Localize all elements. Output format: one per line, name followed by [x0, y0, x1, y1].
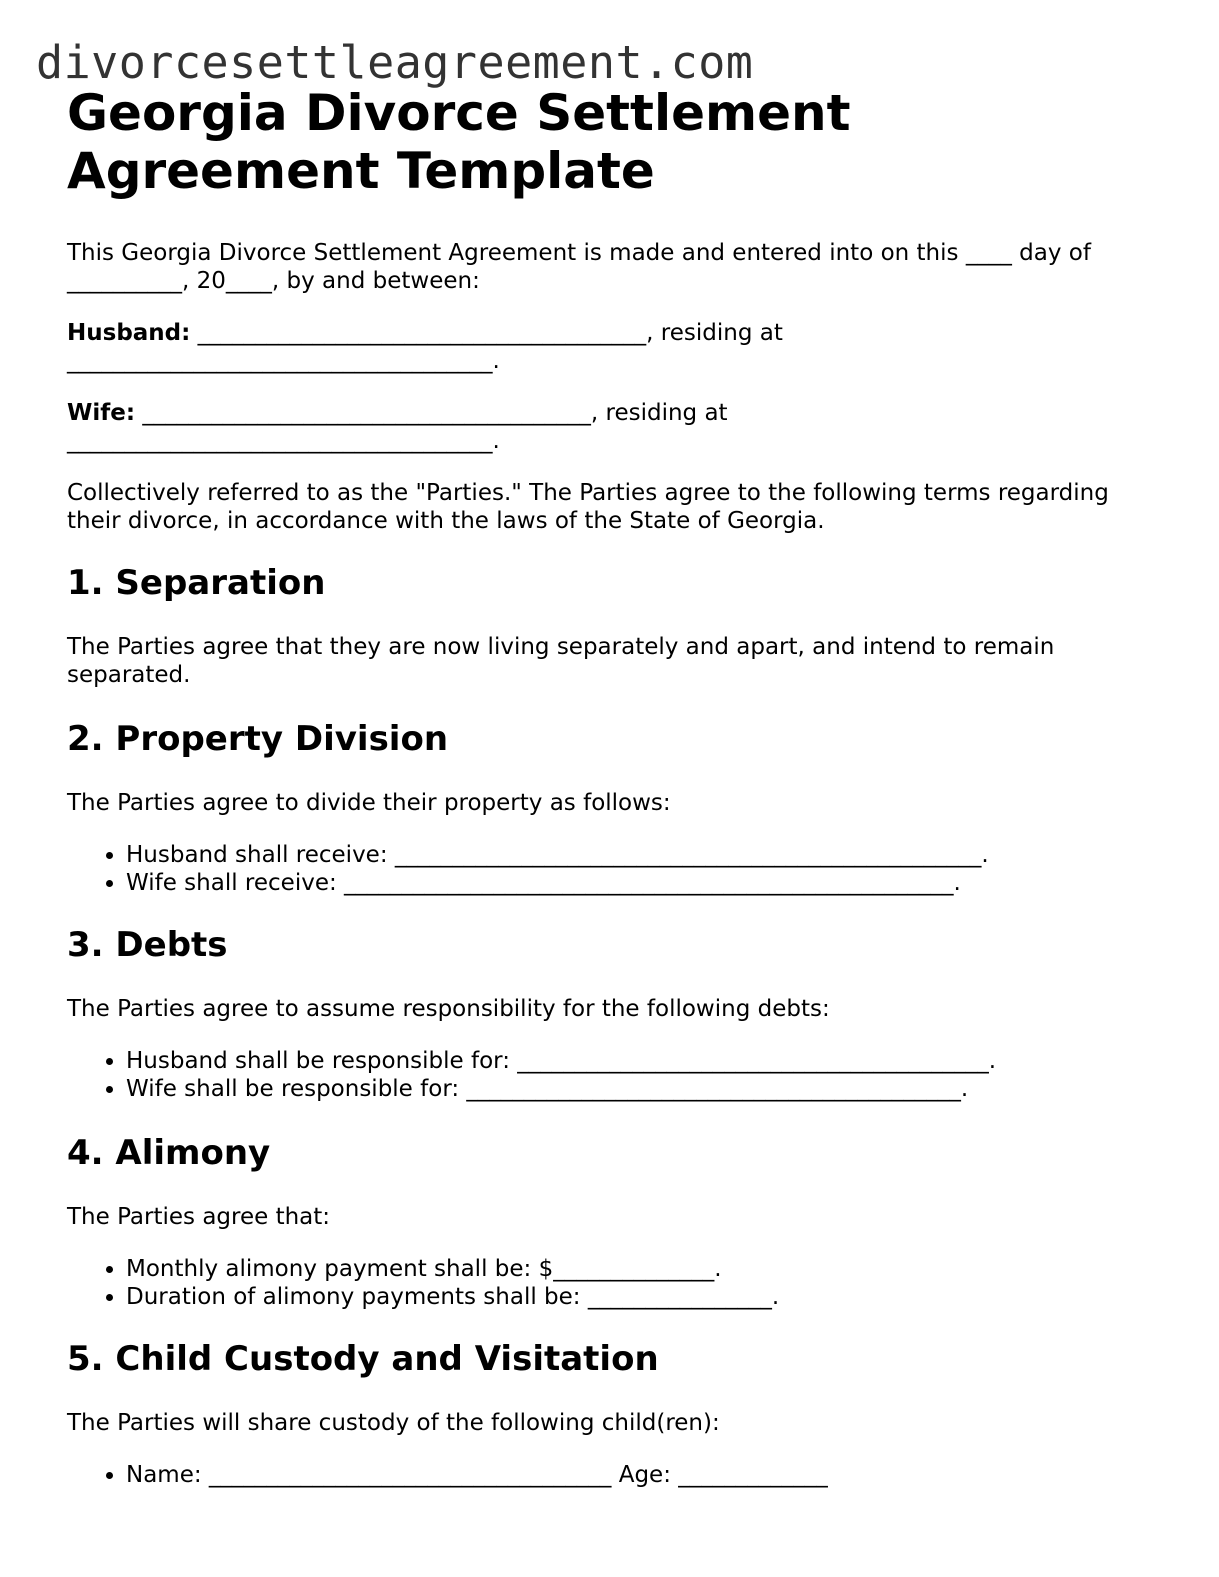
section-debts-title: 3. Debts [67, 925, 228, 965]
husband-address-blank: _____________________________________. [67, 348, 500, 374]
section-alimony-text: The Parties agree that: [67, 1204, 331, 1230]
parties-paragraph: Collectively referred to as the "Parties." The Parties agree to the following terms regarding their divorce, in accordance with the laws of the State of Georgia. [67, 480, 1109, 534]
wife-address-blank: _____________________________________. [67, 428, 500, 454]
alimony-list [67, 1255, 1162, 1311]
husband-label: Husband: [67, 320, 191, 346]
intro-paragraph: This Georgia Divorce Settlement Agreement is made and entered into on this ____ day of __________, 20____, by and between: [67, 240, 1091, 294]
section-property-text: The Parties agree to divide their property as follows: [67, 790, 671, 816]
section-property-title: 2. Property Division [67, 719, 449, 759]
husband-line [67, 319, 1162, 375]
wife-residing-text: , residing at [590, 400, 728, 426]
list-item: • Wife shall receive: _____________________________________________________. [126, 869, 1162, 897]
property-list [67, 841, 1162, 897]
section-separation-text: The Parties agree that they are now living separately and apart, and intend to remain separated. [67, 634, 1055, 688]
list-item: • Wife shall be responsible for: ___________________________________________. [126, 1075, 1162, 1103]
list-item: • Husband shall receive: ___________________________________________________. [126, 841, 1162, 869]
document-body [67, 84, 1162, 1489]
debts-list [67, 1047, 1162, 1103]
list-item: • Duration of alimony payments shall be: ________________. [126, 1283, 1162, 1311]
list-item: • Husband shall be responsible for: _________________________________________. [126, 1047, 1162, 1075]
husband-name-blank: _______________________________________ [190, 320, 647, 346]
wife-label: Wife: [67, 400, 136, 426]
list-item: • Name: ___________________________________ Age: _____________ [126, 1461, 1162, 1489]
wife-name-blank: _______________________________________ [135, 400, 591, 426]
list-item: • Monthly alimony payment shall be: $______________. [126, 1255, 1162, 1283]
section-debts-text: The Parties agree to assume responsibility for the following debts: [67, 996, 830, 1022]
document-title: Georgia Divorce Settlement Agreement Template [67, 84, 851, 200]
watermark: divorcesettleagreement.com [36, 36, 754, 89]
husband-residing-text: , residing at [646, 320, 783, 346]
section-alimony-title: 4. Alimony [67, 1133, 271, 1173]
custody-list [67, 1461, 1162, 1489]
wife-line [67, 399, 1162, 455]
section-separation-title: 1. Separation [67, 563, 326, 603]
section-custody-title: 5. Child Custody and Visitation [67, 1339, 659, 1379]
section-custody-text: The Parties will share custody of the following child(ren): [67, 1410, 720, 1436]
